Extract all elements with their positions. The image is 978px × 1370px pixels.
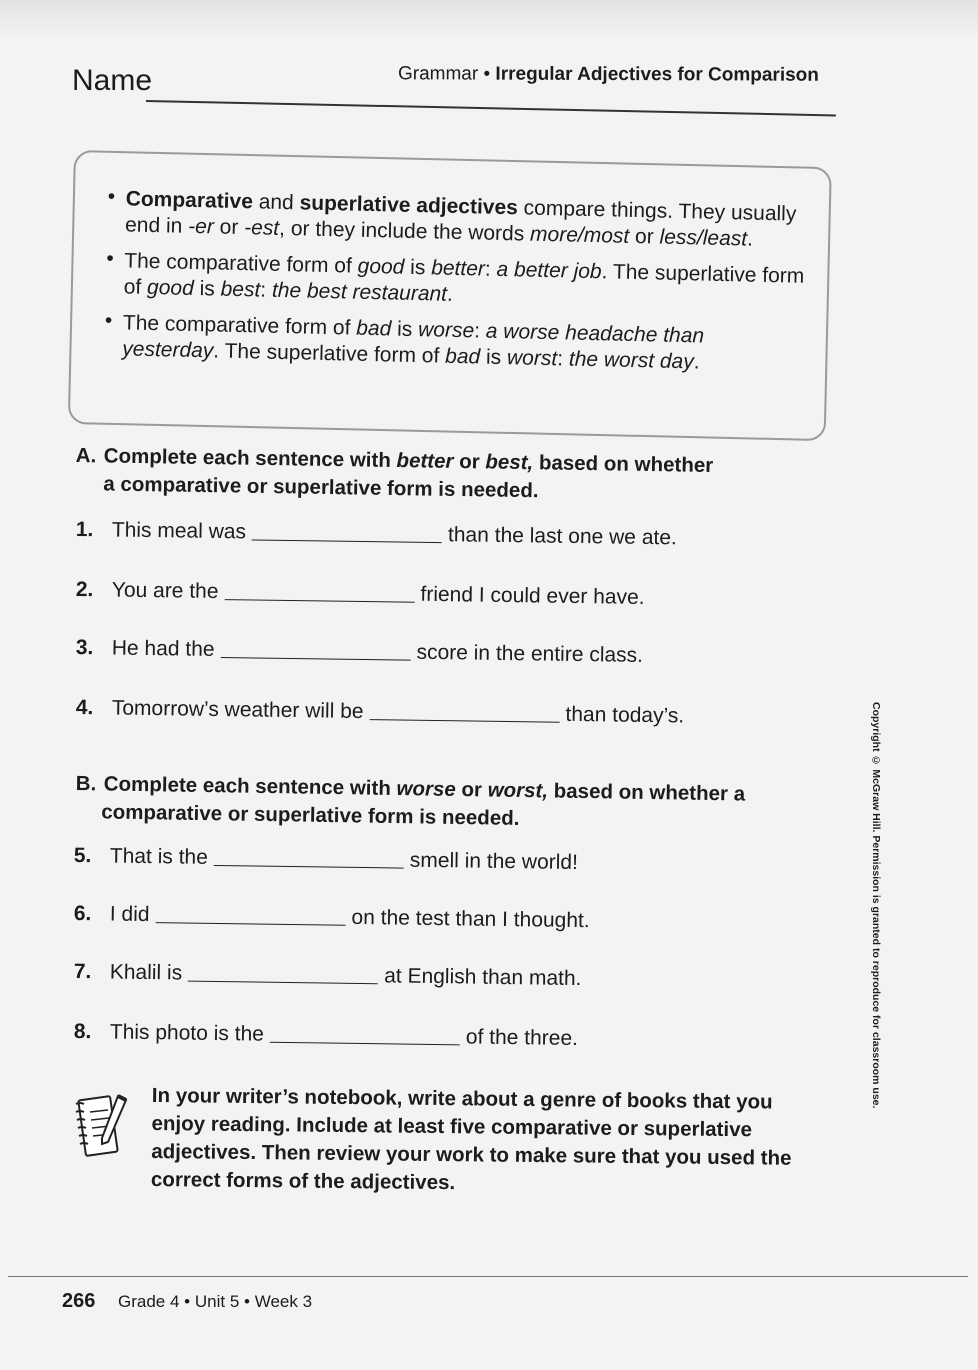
item-text: of the three.	[465, 1025, 579, 1051]
item-text: This meal was	[111, 518, 247, 544]
header-subject: Grammar	[397, 63, 479, 85]
rule-text: superlative adjectives	[299, 191, 519, 220]
rule-text: good	[146, 275, 195, 300]
exercise-item-2	[76, 578, 645, 610]
rule-text: is	[479, 345, 508, 370]
header-separator: •	[483, 63, 491, 85]
section-a-instructions	[75, 442, 756, 509]
section-text: Complete each sentence with	[103, 772, 397, 801]
rule-text: or	[213, 215, 245, 240]
rule-text: good	[357, 254, 405, 279]
rule-text: . The superlative form of	[123, 260, 805, 299]
exercise-item-1	[76, 518, 677, 550]
rule-text: more/most	[529, 222, 630, 248]
item-text: at English than math.	[384, 964, 582, 991]
section-text: comparative or superlative form is needed.	[101, 800, 520, 830]
name-label: Name	[72, 64, 153, 97]
rule-text: the best restaurant	[271, 278, 448, 306]
exercise-item-8	[74, 1020, 578, 1051]
section-text: a comparative or superlative form is needed.	[103, 472, 539, 503]
rule-text: -est	[243, 216, 280, 240]
writing-prompt: In your writer’s notebook, write about a genre of books that you enjoy reading. Include at least five comparative or superlative adjectives. Then review your work to make sure that you used the correct forms of the adjectives.	[150, 1083, 792, 1195]
rule-text: .	[693, 350, 700, 374]
rule-text: or	[628, 224, 660, 249]
footer-separator: •	[184, 1292, 191, 1311]
rule-text: worst	[506, 346, 558, 371]
section-text: best,	[485, 450, 534, 475]
rule-text: a worse headache than yesterday	[122, 319, 705, 363]
exercise-item-7	[74, 960, 582, 991]
exercise-item-6	[74, 902, 590, 933]
rule-3	[104, 310, 805, 378]
section-a-letter: A.	[75, 443, 97, 468]
rule-text: worse	[417, 318, 475, 343]
footer-grade: Grade 4	[118, 1292, 180, 1311]
item-number: 7.	[73, 960, 92, 984]
item-text: Khalil is	[109, 960, 183, 985]
item-text: You are the	[111, 578, 219, 603]
footer-week: Week 3	[254, 1292, 313, 1311]
item-text: This photo is the	[109, 1020, 265, 1046]
answer-blank[interactable]	[270, 1042, 460, 1046]
rule-text: better	[430, 256, 486, 281]
item-text: on the test than I thought.	[351, 905, 590, 933]
rule-text: the worst day	[568, 347, 695, 374]
rule-text: :	[484, 257, 497, 281]
item-number: 6.	[73, 902, 92, 926]
item-number: 4.	[75, 696, 94, 720]
rule-text: . The superlative form of	[213, 339, 446, 368]
item-text: Tomorrow’s weather will be	[111, 696, 364, 724]
rule-text: The comparative form of	[124, 249, 358, 278]
rule-text: bad	[444, 344, 481, 369]
footer-course-info	[118, 1292, 312, 1312]
section-b-instructions	[75, 770, 776, 837]
rule-text: -er	[187, 214, 215, 239]
item-text: smell in the world!	[409, 848, 579, 875]
rule-text: best	[220, 277, 261, 302]
answer-blank[interactable]	[220, 657, 410, 661]
section-text: or	[455, 777, 488, 802]
answer-blank[interactable]	[252, 539, 442, 543]
item-text: than the last one we ate.	[447, 523, 677, 550]
grammar-rules	[104, 186, 808, 388]
item-text: I did	[109, 902, 150, 927]
rule-text: Comparative	[125, 187, 254, 214]
section-text: worse	[396, 777, 456, 801]
rule-text: is	[404, 255, 432, 280]
answer-blank[interactable]	[188, 981, 378, 985]
item-text: That is the	[109, 844, 209, 869]
page-number: 266	[62, 1290, 96, 1312]
section-text: Complete each sentence with	[103, 444, 397, 473]
rule-text: is	[193, 276, 221, 301]
item-text: score in the entire class.	[416, 640, 644, 667]
item-number: 5.	[73, 844, 92, 868]
worksheet-header	[398, 63, 819, 86]
footer-separator: •	[244, 1292, 250, 1311]
copyright-notice: Copyright © McGraw Hill. Permission is granted to reproduce for classroom use.	[870, 702, 882, 1109]
rule-text: :	[473, 319, 487, 343]
section-text: better	[396, 449, 454, 473]
footer-divider	[8, 1276, 968, 1277]
item-text: friend I could ever have.	[420, 582, 645, 609]
rule-text: less/least	[659, 225, 748, 251]
name-blank-line[interactable]	[146, 100, 836, 116]
exercise-item-4	[76, 696, 685, 728]
item-number: 8.	[73, 1020, 92, 1044]
exercise-item-5	[74, 844, 578, 875]
answer-blank[interactable]	[155, 922, 345, 926]
header-topic: Irregular Adjectives for Comparison	[495, 63, 819, 86]
answer-blank[interactable]	[369, 719, 559, 723]
section-b-letter: B.	[75, 771, 97, 796]
notebook-pencil-icon	[72, 1092, 128, 1162]
section-text: based on whether a	[547, 779, 746, 806]
item-number: 3.	[75, 636, 94, 660]
section-text: based on whether	[533, 451, 714, 478]
rule-text: The comparative form of	[122, 311, 357, 340]
rule-text: :	[260, 278, 273, 302]
rule-text: and	[252, 190, 300, 215]
rule-text: , or they include the words	[278, 216, 531, 246]
item-number: 1.	[75, 518, 94, 542]
section-text: worst,	[487, 778, 549, 803]
rule-text: compare things. They usually end in	[124, 196, 797, 238]
rule-text: bad	[355, 316, 392, 341]
rule-text: a better job	[496, 257, 602, 284]
page-top-shadow	[0, 0, 978, 40]
footer-unit: Unit 5	[194, 1292, 240, 1311]
rule-text: :	[556, 347, 570, 371]
rule-2	[105, 248, 806, 316]
answer-blank[interactable]	[214, 865, 404, 869]
rule-text: is	[391, 317, 419, 342]
item-number: 2.	[75, 578, 94, 602]
rule-text: .	[446, 282, 454, 306]
item-text: than today’s.	[565, 702, 685, 728]
exercise-item-3	[76, 636, 643, 668]
answer-blank[interactable]	[224, 599, 414, 603]
rule-text: .	[746, 227, 754, 251]
section-text: or	[453, 449, 486, 474]
item-text: He had the	[111, 636, 215, 661]
